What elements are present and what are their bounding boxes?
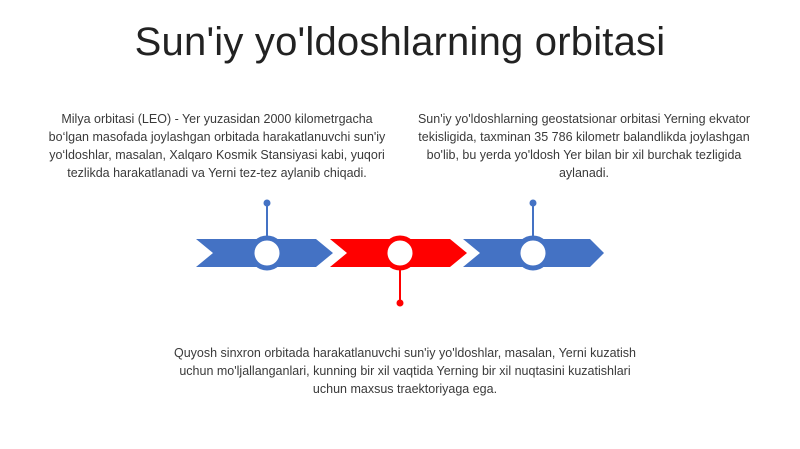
marker-ring-sso	[385, 238, 415, 268]
description-geo: Sun'iy yo'ldoshlarning geostatsionar orbitasi Yerning ekvator tekisligida, taxminan 35 786 kilometr balandlikda joylashgan bo'lib, bu yerda yo'ldosh Yer bilan bir xil burchak tezligida aylanadi.	[417, 112, 751, 180]
connector-dot-leo	[264, 200, 271, 207]
connector-dot-sso	[397, 300, 404, 307]
marker-ring-geo	[518, 238, 548, 268]
connector-dot-geo	[530, 200, 537, 207]
marker-ring-leo	[252, 238, 282, 268]
page-title: Sun'iy yo'ldoshlarning orbitasi	[134, 20, 666, 64]
description-sso: Quyosh sinxron orbitada harakatlanuvchi sun'iy yo'ldoshlar, masalan, Yerni kuzatish uchun mo'ljallanganlari, kunning bir xil vaqtida Yerning bir xil nuqtasini kuzatishlari uchun maxsus traektoriyaga ega.	[174, 346, 636, 396]
description-leo: Milya orbitasi (LEO) - Yer yuzasidan 2000 kilometrgacha bo‘lgan masofada joylashgan orbitada harakatlanuvchi sun'iy yo‘ldoshlar, masalan, Xalqaro Kosmik Stansiyasi kabi, yuqori tezlikda harakatlanadi va Yerni tez-tez aylanib chiqadi.	[48, 112, 386, 180]
